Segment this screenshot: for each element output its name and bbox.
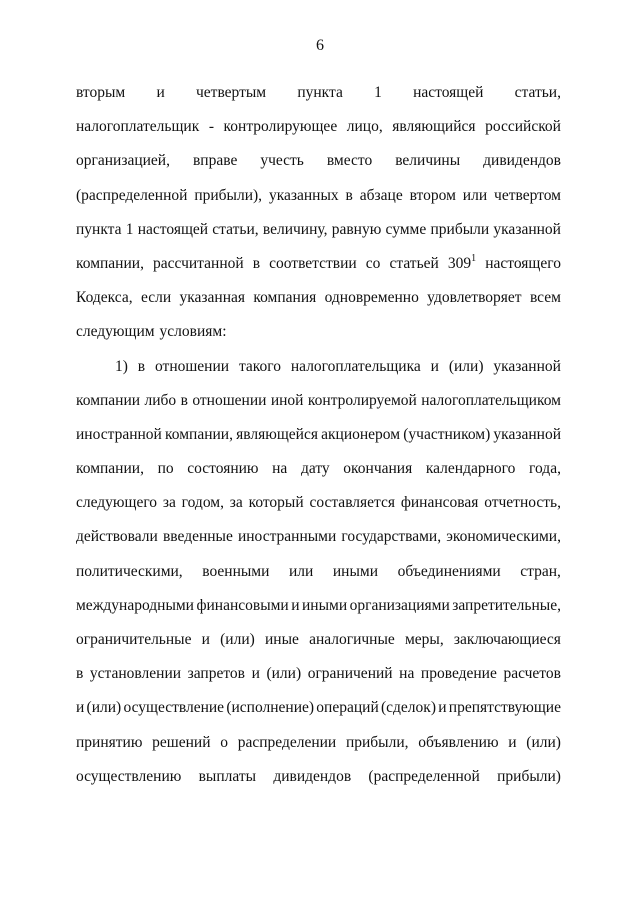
word: указанной bbox=[493, 220, 561, 238]
word: указанных bbox=[268, 186, 339, 204]
word: (или) bbox=[526, 733, 561, 751]
text-line bbox=[76, 144, 561, 178]
word: объявлению bbox=[418, 733, 499, 751]
word: действовали bbox=[76, 528, 158, 546]
word: отчетность, bbox=[484, 494, 561, 512]
text-line bbox=[76, 520, 561, 554]
word: (сделок) bbox=[381, 699, 436, 717]
word: объединениями bbox=[397, 562, 501, 580]
word: ограничительные bbox=[76, 631, 192, 648]
word: иной bbox=[270, 391, 304, 409]
word: $309^1$ bbox=[447, 252, 477, 272]
word: рассчитанной bbox=[153, 254, 244, 272]
word: отношении bbox=[192, 391, 267, 409]
text-line bbox=[76, 281, 561, 315]
text-line bbox=[76, 452, 561, 486]
word: государствами, bbox=[341, 528, 442, 546]
word: запретительные, bbox=[452, 596, 561, 614]
word: за bbox=[229, 494, 243, 512]
word: 1 bbox=[374, 84, 382, 101]
word: введенные bbox=[162, 528, 233, 546]
word: расчетов bbox=[503, 665, 561, 683]
word: учесть bbox=[260, 152, 304, 170]
word: и bbox=[438, 699, 447, 717]
word: компания bbox=[253, 289, 317, 307]
word: на bbox=[272, 460, 288, 478]
word: указанной bbox=[493, 425, 561, 443]
word: одновременно bbox=[324, 289, 419, 307]
word: настоящей bbox=[413, 84, 484, 101]
word: на bbox=[399, 665, 415, 683]
word: операций bbox=[316, 699, 379, 717]
word: распределении bbox=[237, 733, 337, 751]
word: дату bbox=[300, 460, 330, 478]
word: величины bbox=[395, 152, 461, 170]
word: (или) bbox=[448, 357, 484, 375]
word: условиям: bbox=[159, 323, 227, 341]
word: российской bbox=[485, 118, 561, 136]
word: организацией, bbox=[76, 152, 170, 170]
word: иные bbox=[264, 631, 299, 648]
word: четвертом bbox=[494, 186, 561, 204]
text-line bbox=[76, 213, 561, 247]
word: и bbox=[156, 84, 165, 101]
word: по bbox=[157, 460, 174, 478]
word: ограничений bbox=[307, 665, 393, 683]
word: прибыли), bbox=[194, 186, 263, 204]
word: меры, bbox=[404, 631, 444, 648]
word: и bbox=[291, 596, 300, 614]
word: в bbox=[137, 357, 146, 375]
word: (распределенной bbox=[368, 767, 480, 785]
word: военными bbox=[202, 562, 270, 580]
word: либо bbox=[144, 391, 177, 409]
word: дивидендов bbox=[483, 152, 561, 170]
word: компании bbox=[76, 391, 141, 409]
text-line bbox=[76, 555, 561, 589]
word: отношении bbox=[155, 357, 230, 375]
word: пункта bbox=[297, 84, 343, 101]
word: являющийся bbox=[392, 118, 476, 136]
word: сумме bbox=[385, 220, 427, 238]
word: (распределенной bbox=[76, 186, 188, 204]
word: иностранной bbox=[76, 425, 162, 443]
word: указанная bbox=[179, 289, 246, 307]
text-line bbox=[76, 486, 561, 520]
word: и bbox=[201, 631, 210, 648]
word: лицо, bbox=[346, 118, 383, 136]
word: если bbox=[140, 289, 172, 307]
word: налогоплательщиком bbox=[421, 391, 561, 409]
word: экономическими, bbox=[446, 528, 561, 546]
word: статьей bbox=[389, 254, 439, 272]
word: который bbox=[248, 494, 304, 512]
word: абзаце bbox=[359, 186, 403, 204]
word: и bbox=[508, 733, 517, 751]
text-line bbox=[76, 760, 561, 794]
word: иностранными bbox=[237, 528, 337, 546]
word: организациями bbox=[349, 596, 450, 614]
word: или bbox=[288, 562, 314, 580]
document-body bbox=[76, 76, 561, 794]
word: и bbox=[430, 357, 439, 375]
word: международными bbox=[76, 596, 194, 614]
word: проведение bbox=[420, 665, 497, 683]
word: контролирующее bbox=[223, 118, 338, 136]
word: четвертым bbox=[196, 84, 267, 101]
word: указанной bbox=[493, 357, 561, 375]
text-line bbox=[76, 179, 561, 213]
word: следующего bbox=[76, 494, 158, 512]
word: равную bbox=[331, 220, 382, 238]
word: иными bbox=[302, 596, 348, 614]
paragraph bbox=[76, 76, 561, 350]
word: в bbox=[76, 665, 84, 683]
word: (участником) bbox=[403, 425, 491, 443]
word: компании, bbox=[76, 254, 144, 272]
word: такого bbox=[238, 357, 282, 375]
word: настоящего bbox=[485, 254, 561, 272]
word: года, bbox=[529, 460, 561, 478]
text-line bbox=[76, 384, 561, 418]
text-line bbox=[76, 623, 561, 657]
word: величину, bbox=[262, 220, 328, 238]
word: аналогичные bbox=[309, 631, 395, 648]
word: втором bbox=[409, 186, 456, 204]
word: - bbox=[208, 118, 214, 136]
text-line bbox=[76, 247, 561, 281]
word: настоящей bbox=[137, 220, 209, 238]
word: 1 bbox=[125, 220, 134, 238]
word: (или) bbox=[266, 665, 302, 683]
word: стран, bbox=[520, 562, 561, 580]
word: осуществлению bbox=[76, 767, 182, 785]
text-line bbox=[76, 110, 561, 144]
word: вместо bbox=[326, 152, 373, 170]
word: выплаты bbox=[198, 767, 257, 785]
word: заключающиеся bbox=[453, 631, 561, 648]
word: компании, bbox=[165, 425, 233, 443]
word: со bbox=[365, 254, 381, 272]
word: в bbox=[180, 391, 188, 409]
word: за bbox=[162, 494, 176, 512]
word: налогоплательщика bbox=[290, 357, 421, 375]
text-line bbox=[76, 589, 561, 623]
word: вправе bbox=[192, 152, 238, 170]
word: всем bbox=[529, 289, 561, 307]
word: состоянию bbox=[187, 460, 259, 478]
word: компании, bbox=[76, 460, 144, 478]
word: осуществление bbox=[123, 699, 225, 717]
word: окончания bbox=[343, 460, 413, 478]
word: дивидендов bbox=[273, 767, 352, 785]
word: 1) bbox=[115, 357, 128, 375]
word: политическими, bbox=[76, 562, 183, 580]
word: календарного bbox=[425, 460, 516, 478]
word: или bbox=[462, 186, 488, 204]
word: принятию bbox=[76, 733, 143, 751]
word: (или) bbox=[220, 631, 255, 648]
word: о bbox=[220, 733, 228, 751]
word: (или) bbox=[86, 699, 122, 717]
text-line bbox=[76, 726, 561, 760]
word: решений bbox=[152, 733, 211, 751]
word: и bbox=[76, 699, 85, 717]
word: следующим bbox=[76, 323, 155, 341]
word: установлении bbox=[89, 665, 182, 683]
word: являющейся bbox=[236, 425, 318, 443]
word: пункта bbox=[76, 220, 122, 238]
word: контролируемой bbox=[307, 391, 417, 409]
word: Кодекса, bbox=[76, 289, 133, 307]
word: соответствии bbox=[269, 254, 357, 272]
paragraph bbox=[76, 350, 561, 794]
word: статьи, bbox=[212, 220, 259, 238]
word: годом, bbox=[181, 494, 224, 512]
word: и bbox=[251, 665, 260, 683]
word: прибыли, bbox=[345, 733, 409, 751]
text-line bbox=[76, 691, 561, 725]
word: в bbox=[345, 186, 353, 204]
text-line bbox=[76, 76, 561, 110]
text-line bbox=[76, 418, 561, 452]
word: иными bbox=[332, 562, 378, 580]
word: прибыли bbox=[430, 220, 490, 238]
text-line bbox=[76, 315, 561, 349]
word: препятствующие bbox=[448, 699, 561, 717]
word: в bbox=[252, 254, 261, 272]
word: акционером bbox=[321, 425, 401, 443]
text-line bbox=[76, 657, 561, 691]
superscript: 1 bbox=[471, 252, 477, 264]
word: (исполнение) bbox=[226, 699, 315, 717]
word: финансовыми bbox=[196, 596, 289, 614]
word: удовлетворяет bbox=[427, 289, 522, 307]
word: налогоплательщик bbox=[76, 118, 200, 136]
page-number: 6 bbox=[316, 37, 324, 54]
word: вторым bbox=[76, 84, 126, 101]
word: запретов bbox=[187, 665, 245, 683]
word: составляется bbox=[309, 494, 396, 512]
word: финансовая bbox=[400, 494, 479, 512]
word: прибыли) bbox=[497, 767, 561, 785]
word: статьи, bbox=[514, 84, 561, 101]
text-line bbox=[76, 350, 561, 384]
